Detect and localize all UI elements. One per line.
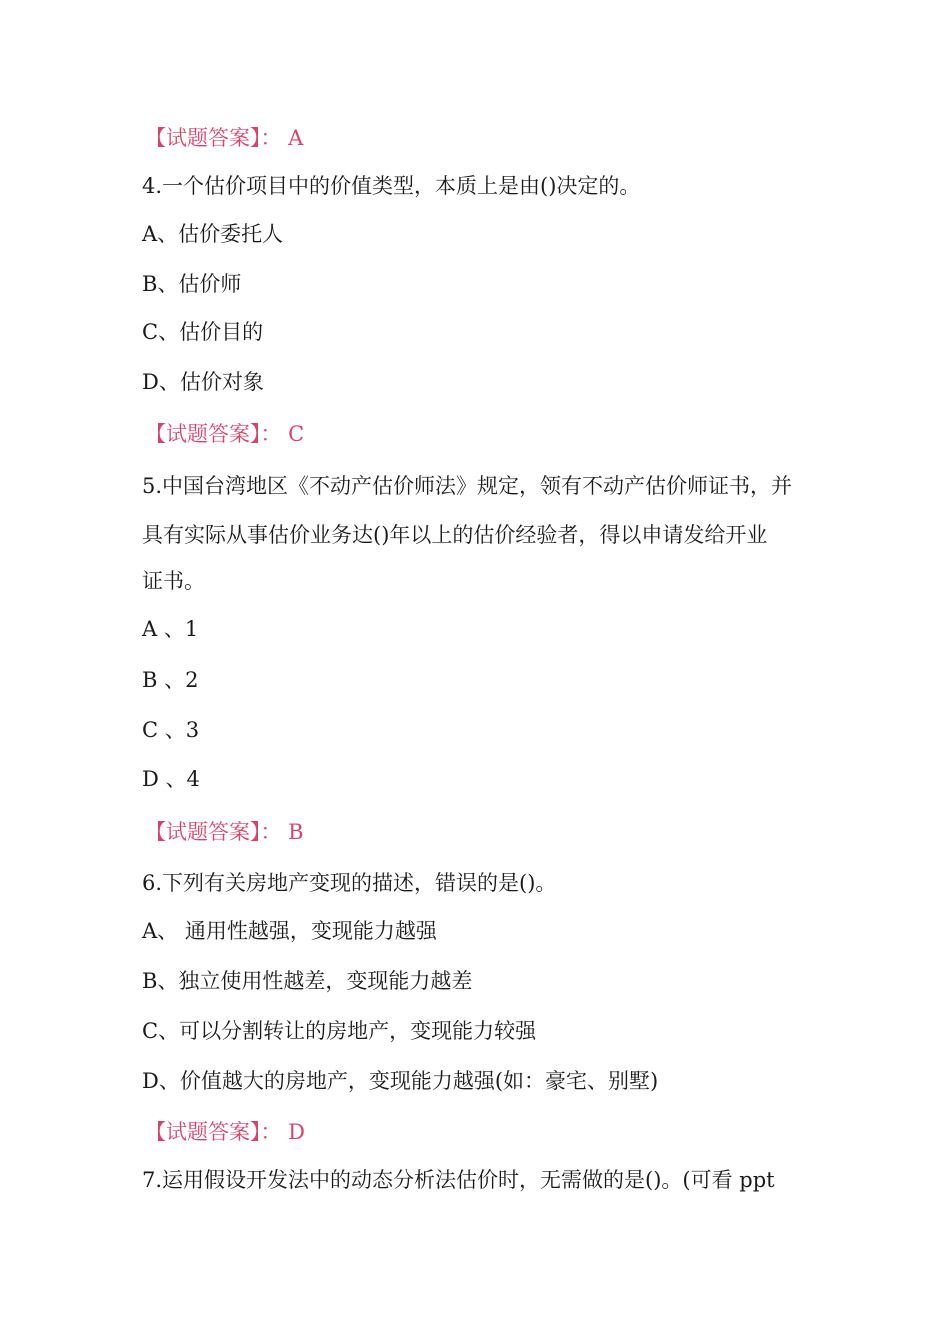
question-6-option-c: C、可以分割转让的房地产，变现能力较强 [142,1019,537,1043]
answer-q3: 【试题答案】： A [145,126,304,150]
question-6-option-d: D、价值越大的房地产，变现能力越强(如：豪宅、别墅) [142,1069,659,1093]
question-5-stem-line-1: 5.中国台湾地区《不动产估价师法》规定，领有不动产估价师证书，并 [142,474,793,498]
question-5-stem-line-2: 具有实际从事估价业务达()年以上的估价经验者，得以申请发给开业 [142,523,768,547]
question-6-option-b: B、独立使用性越差，变现能力越差 [142,969,473,993]
question-4-option-c: C、估价目的 [142,320,264,344]
question-4-option-a: A、估价委托人 [142,222,284,246]
question-4-option-b: B、估价师 [142,272,242,296]
question-7-stem: 7.运用假设开发法中的动态分析法估价时，无需做的是()。(可看 ppt [142,1168,775,1192]
answer-q6: 【试题答案】： D [145,1120,306,1144]
question-4-stem: 4.一个估价项目中的价值类型，本质上是由()决定的。 [142,174,641,198]
answer-q4: 【试题答案】： C [145,422,305,446]
question-6-stem: 6.下列有关房地产变现的描述，错误的是()。 [142,871,557,895]
question-5-option-b: B 、2 [142,668,199,692]
question-5-option-c: C 、3 [142,718,200,742]
question-5-option-a: A 、1 [142,617,199,641]
question-4-option-d: D、估价对象 [142,370,264,394]
question-5-stem-line-3: 证书。 [142,569,205,593]
answer-q5: 【试题答案】： B [145,820,304,844]
question-6-option-a: A、 通用性越强，变现能力越强 [142,919,437,943]
question-5-option-d: D 、4 [142,767,200,791]
